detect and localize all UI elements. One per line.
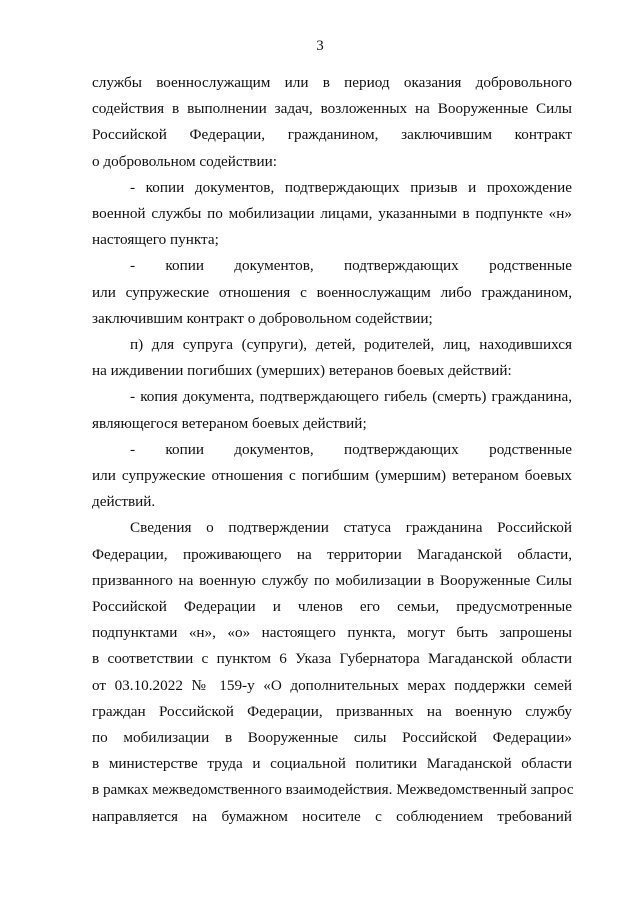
paragraph-service-continuation	[92, 70, 572, 175]
text-line: военной службы по мобилизации лицами, указанными в подпункте «н»	[92, 205, 572, 223]
text-line: или супружеские отношения с погибшим (умершим) ветераном боевых	[92, 467, 572, 485]
text-line: в министерстве труда и социальной политики Магаданской области	[92, 755, 572, 773]
text-line: или супружеские отношения с военнослужащим либо гражданином,	[92, 283, 572, 301]
text-line: - копии документов, подтверждающих родственные	[130, 257, 572, 275]
text-line: заключившим контракт о добровольном содействии;	[92, 309, 433, 327]
text-line: содействия в выполнении задач, возложенных на Вооруженные Силы	[92, 100, 572, 118]
paragraph-mobilization-documents	[92, 175, 572, 254]
document-body	[92, 70, 572, 830]
paragraph-status-confirmation	[92, 515, 572, 829]
text-line: граждан Российской Федерации, призванных на военную службу	[92, 702, 572, 720]
text-line: призванного на военную службу по мобилизации в Вооруженные Силы	[92, 571, 572, 589]
text-line: - копии документов, подтверждающих призыв и прохождение	[130, 178, 572, 196]
text-line: Российской Федерации, гражданином, заключившим контракт	[92, 126, 572, 144]
text-line: о добровольном содействии:	[92, 152, 277, 170]
text-line: на иждивении погибших (умерших) ветеранов боевых действий:	[92, 362, 512, 380]
text-line: являющегося ветераном боевых действий;	[92, 414, 367, 432]
paragraph-subpoint-p	[92, 332, 572, 384]
text-line: от 03.10.2022 № 159-у «О дополнительных мерах поддержки семей	[92, 676, 572, 694]
text-line: настоящего пункта;	[92, 231, 219, 249]
text-line: Сведения о подтверждении статуса гражданина Российской	[130, 519, 572, 537]
text-line: действий.	[92, 493, 156, 511]
text-line: Российской Федерации и членов его семьи, предусмотренные	[92, 598, 572, 616]
text-line: подпунктами «н», «о» настоящего пункта, могут быть запрошены	[92, 624, 572, 642]
paragraph-kinship-documents	[92, 253, 572, 332]
text-line: п) для супруга (супруги), детей, родителей, лиц, находившихся	[130, 336, 572, 354]
paragraph-veteran-kinship-documents	[92, 437, 572, 516]
text-line: службы военнослужащим или в период оказания добровольного	[92, 74, 572, 91]
text-line: в рамках межведомственного взаимодействия. Межведомственный запрос	[92, 781, 574, 799]
paragraph-death-document	[92, 384, 572, 436]
page-number: 3	[316, 38, 324, 54]
text-line: в соответствии с пунктом 6 Указа Губернатора Магаданской области	[92, 650, 572, 668]
text-line: по мобилизации в Вооруженные силы Российской Федерации»	[92, 729, 572, 747]
text-line: направляется на бумажном носителе с соблюдением требований	[92, 807, 572, 825]
text-line: Федерации, проживающего на территории Магаданской области,	[92, 545, 572, 563]
text-line: - копии документов, подтверждающих родственные	[130, 440, 572, 458]
text-line: - копия документа, подтверждающего гибель (смерть) гражданина,	[130, 388, 572, 406]
